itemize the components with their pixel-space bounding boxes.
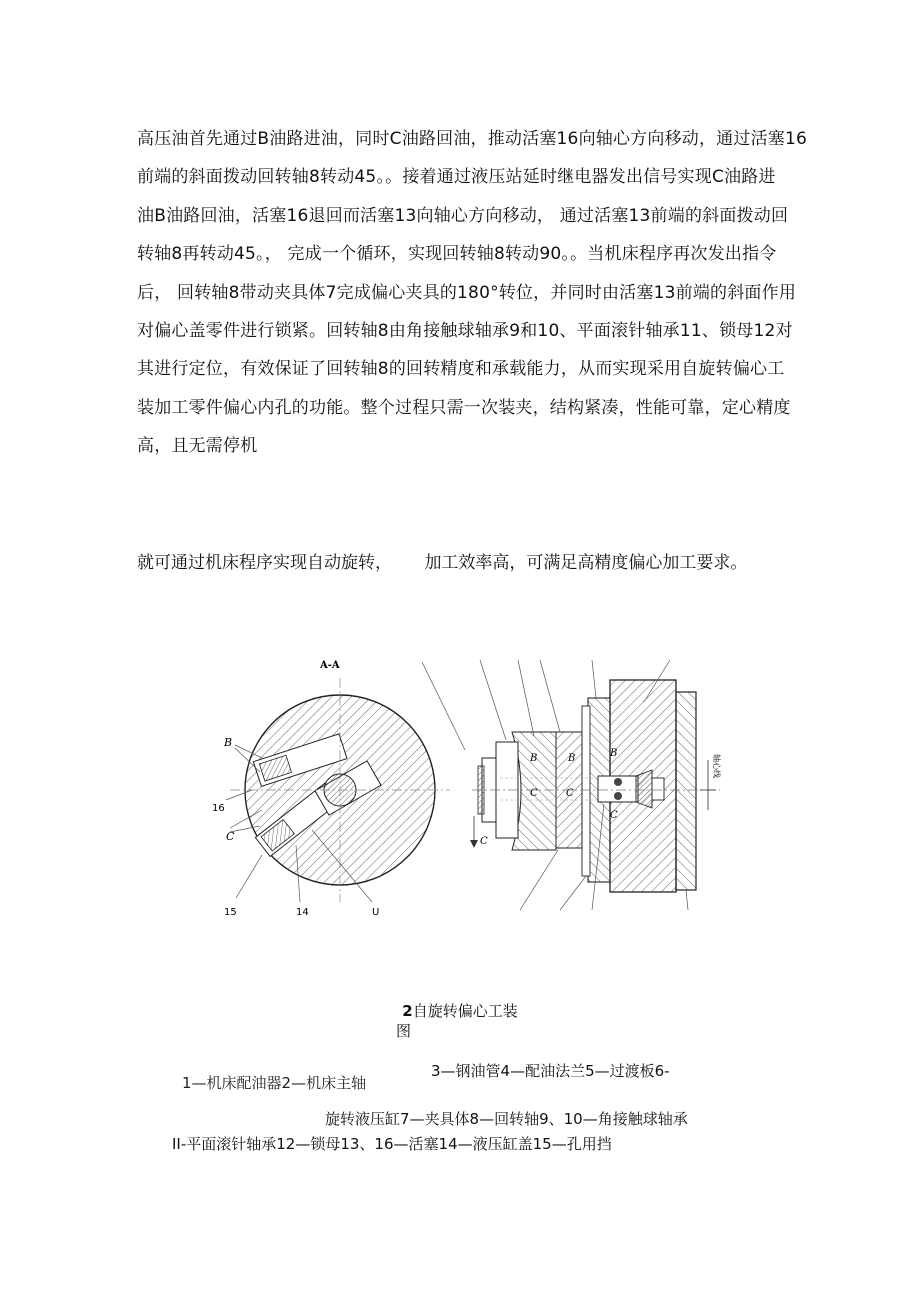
label-14: 14 — [296, 907, 309, 918]
label-b-left: B — [224, 736, 233, 749]
paragraph-line: 油B油路回油，活塞16退回而活塞13向轴心方向移动， 通过活塞13前端的斜面拨动回 — [137, 205, 789, 226]
section-view-right — [470, 660, 722, 910]
label-c-right-2: C — [566, 788, 574, 799]
label-b-inner: B — [610, 748, 618, 759]
fixture-drawing — [200, 640, 720, 950]
label-c-inner: C — [610, 810, 618, 821]
legend-cut-text: 1—机床配油器2—机床主轴 — [182, 1074, 367, 1092]
figure-prefix: 图 — [396, 1022, 412, 1040]
paragraph-line: 前端的斜面拨动回转轴8转动45。。接着通过液压站延时继电器发出信号实现C油路进 — [137, 167, 776, 188]
body-paragraph — [137, 120, 807, 466]
paragraph-line: 装加工零件偏心内孔的功能。整个过程只需一次装夹，结构紧凑，性能可靠，定心精度 — [137, 397, 791, 418]
figure-number: 2 — [402, 1002, 413, 1020]
paragraph-line: 转轴8再转动45。， 完成一个循环，实现回转轴8转动90。。当机床程序再次发出指令 — [137, 244, 777, 265]
paragraph-tail-right: 加工效率高，可满足高精度偏心加工要求。 — [424, 553, 748, 573]
label-b-right-2: B — [568, 753, 576, 764]
label-c-left: C — [226, 830, 235, 843]
section-label: A-A — [320, 660, 340, 671]
paragraph-line: 其进行定位，有效保证了回转轴8的回转精度和承载能力，从而实现采用自旋转偏心工 — [137, 359, 785, 380]
paragraph-tail-left: 就可通过机床程序实现自动旋转， — [137, 553, 392, 573]
legend-line-2: 旋转液压缸7—夹具体8—回转轴9、10—角接触球轴承 — [325, 1110, 688, 1128]
label-c-right-1: C — [530, 788, 538, 799]
legend-cut-line — [182, 1068, 382, 1092]
legend-line-1: 3—钢油管4—配油法兰5—过渡板6- — [431, 1062, 670, 1080]
paragraph-line: 对偏心盖零件进行锁紧。回转轴8由角接触球轴承9和10、平面滚针轴承11、锁母12对 — [137, 320, 793, 341]
section-view-left — [212, 660, 465, 918]
figure-caption — [0, 1000, 920, 1021]
label-16: 16 — [212, 803, 225, 814]
label-c-arrow: C — [480, 836, 488, 847]
label-b-right-1: B — [530, 753, 538, 764]
label-axis: 轴心线 — [712, 754, 721, 778]
figure-title: 自旋转偏心工装 — [412, 1002, 518, 1020]
legend-line-3: II-平面滚针轴承12—锁母13、16—活塞14—液压缸盖15—孔用挡 — [172, 1135, 612, 1153]
label-u: U — [372, 907, 380, 918]
paragraph-line: 高压油首先通过B油路进油，同时C油路回油，推动活塞16向轴心方向移动，通过活塞16 — [137, 129, 807, 149]
label-15: 15 — [224, 907, 237, 918]
paragraph-line: 高，且无需停机 — [137, 436, 258, 457]
paragraph-tail — [137, 548, 747, 573]
paragraph-line: 后， 回转轴8带动夹具体7完成偏心夹具的180°转位，并同时由活塞13前端的斜面作用 — [137, 282, 797, 303]
